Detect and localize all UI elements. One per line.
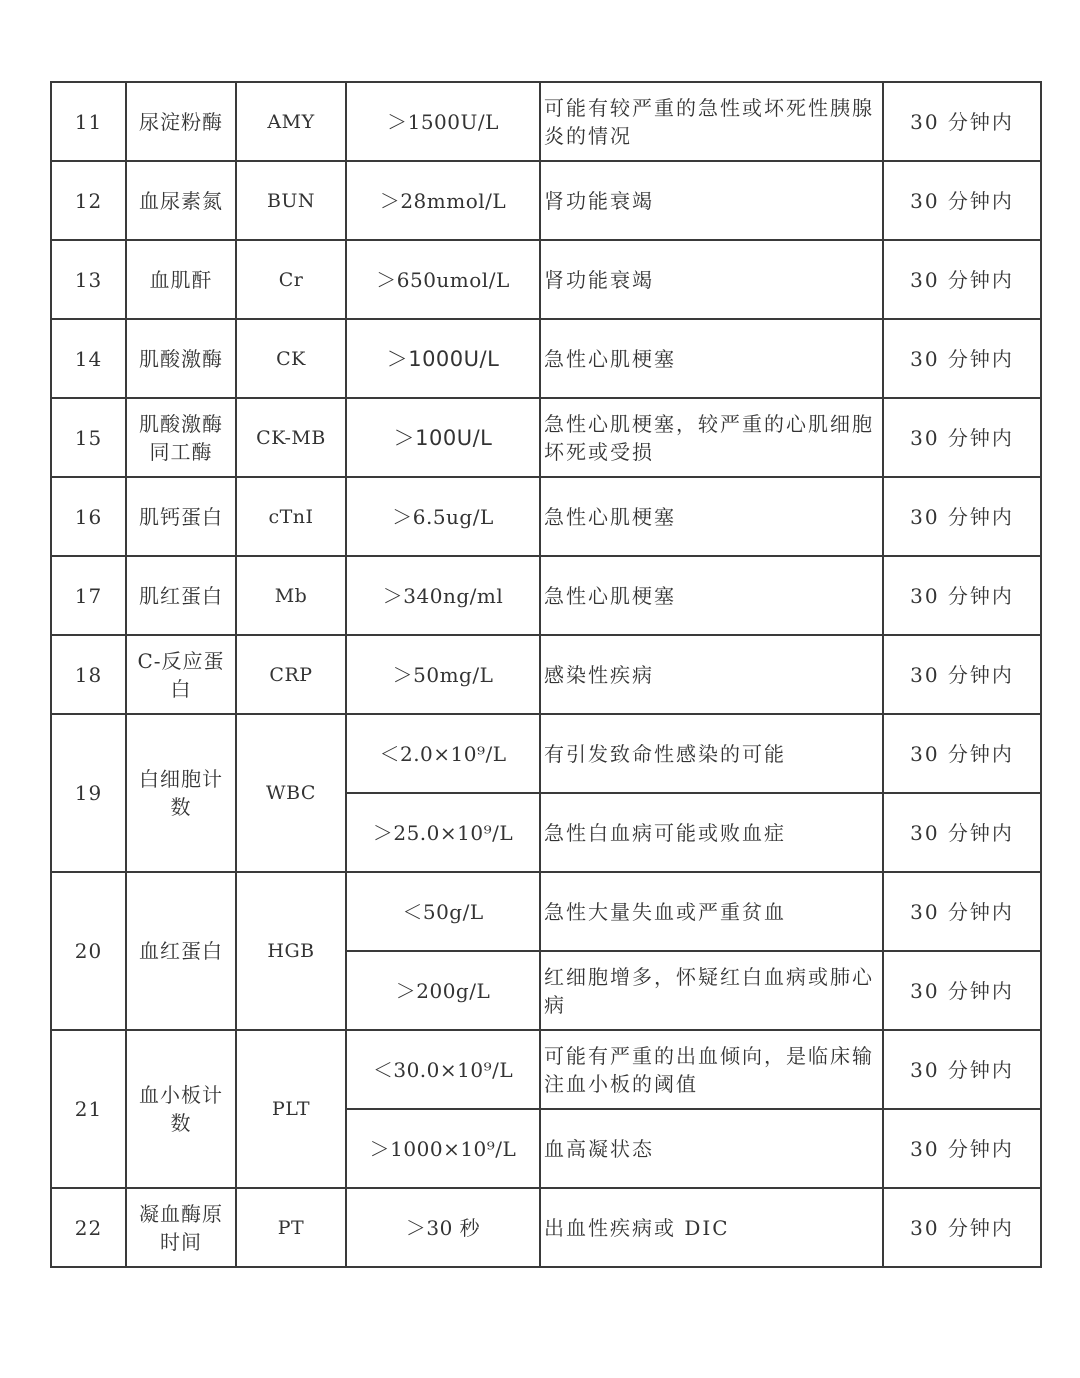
item-number: 14 xyxy=(51,319,126,398)
clinical-significance: 可能有严重的出血倾向，是临床输注血小板的阈值 xyxy=(540,1030,883,1109)
clinical-significance: 肾功能衰竭 xyxy=(540,161,883,240)
clinical-significance: 红细胞增多，怀疑红白血病或肺心病 xyxy=(540,951,883,1030)
clinical-significance: 急性心肌梗塞 xyxy=(540,319,883,398)
item-number: 12 xyxy=(51,161,126,240)
table-row xyxy=(51,398,1041,477)
test-abbreviation: cTnI xyxy=(236,477,346,556)
clinical-significance: 急性心肌梗塞 xyxy=(540,556,883,635)
test-abbreviation: CRP xyxy=(236,635,346,714)
critical-threshold: ＜50g/L xyxy=(346,872,540,951)
report-time-limit: 30 分钟内 xyxy=(883,319,1041,398)
clinical-significance: 急性心肌梗塞，较严重的心肌细胞坏死或受损 xyxy=(540,398,883,477)
clinical-significance: 血高凝状态 xyxy=(540,1109,883,1188)
test-abbreviation: HGB xyxy=(236,872,346,1030)
test-name: 肌酸激酶 xyxy=(126,319,236,398)
item-number: 11 xyxy=(51,82,126,161)
table-row xyxy=(51,240,1041,319)
table-row xyxy=(51,82,1041,161)
critical-threshold: ＞1500U/L xyxy=(346,82,540,161)
item-number: 19 xyxy=(51,714,126,872)
table-row xyxy=(51,319,1041,398)
report-time-limit: 30 分钟内 xyxy=(883,714,1041,793)
test-abbreviation: PT xyxy=(236,1188,346,1267)
report-time-limit: 30 分钟内 xyxy=(883,398,1041,477)
test-abbreviation: Cr xyxy=(236,240,346,319)
test-name: 尿淀粉酶 xyxy=(126,82,236,161)
test-abbreviation: CK-MB xyxy=(236,398,346,477)
test-name: 肌钙蛋白 xyxy=(126,477,236,556)
report-time-limit: 30 分钟内 xyxy=(883,1109,1041,1188)
critical-threshold: ＜2.0×10⁹/L xyxy=(346,714,540,793)
item-number: 21 xyxy=(51,1030,126,1188)
test-name: 肌红蛋白 xyxy=(126,556,236,635)
test-name: 血小板计数 xyxy=(126,1030,236,1188)
clinical-significance: 急性心肌梗塞 xyxy=(540,477,883,556)
critical-threshold: ＞28mmol/L xyxy=(346,161,540,240)
table-row xyxy=(51,161,1041,240)
report-time-limit: 30 分钟内 xyxy=(883,161,1041,240)
critical-threshold: ＞1000×10⁹/L xyxy=(346,1109,540,1188)
critical-value-table xyxy=(50,81,1042,1268)
report-time-limit: 30 分钟内 xyxy=(883,240,1041,319)
report-time-limit: 30 分钟内 xyxy=(883,635,1041,714)
report-time-limit: 30 分钟内 xyxy=(883,82,1041,161)
test-abbreviation: BUN xyxy=(236,161,346,240)
clinical-significance: 感染性疾病 xyxy=(540,635,883,714)
test-abbreviation: AMY xyxy=(236,82,346,161)
item-number: 22 xyxy=(51,1188,126,1267)
critical-threshold: ＞200g/L xyxy=(346,951,540,1030)
report-time-limit: 30 分钟内 xyxy=(883,477,1041,556)
clinical-significance: 可能有较严重的急性或坏死性胰腺炎的情况 xyxy=(540,82,883,161)
item-number: 15 xyxy=(51,398,126,477)
test-name: C-反应蛋白 xyxy=(126,635,236,714)
test-name: 血红蛋白 xyxy=(126,872,236,1030)
critical-threshold: ＞340ng/ml xyxy=(346,556,540,635)
item-number: 17 xyxy=(51,556,126,635)
test-abbreviation: PLT xyxy=(236,1030,346,1188)
critical-threshold: ＞25.0×10⁹/L xyxy=(346,793,540,872)
clinical-significance: 有引发致命性感染的可能 xyxy=(540,714,883,793)
item-number: 20 xyxy=(51,872,126,1030)
report-time-limit: 30 分钟内 xyxy=(883,793,1041,872)
critical-threshold: ＞30 秒 xyxy=(346,1188,540,1267)
clinical-significance: 急性大量失血或严重贫血 xyxy=(540,872,883,951)
test-abbreviation: Mb xyxy=(236,556,346,635)
test-name: 白细胞计数 xyxy=(126,714,236,872)
table-row xyxy=(51,1188,1041,1267)
test-abbreviation: WBC xyxy=(236,714,346,872)
table-row xyxy=(51,1030,1041,1109)
item-number: 18 xyxy=(51,635,126,714)
item-number: 13 xyxy=(51,240,126,319)
critical-threshold: ＜30.0×10⁹/L xyxy=(346,1030,540,1109)
report-time-limit: 30 分钟内 xyxy=(883,951,1041,1030)
critical-threshold: ＞50mg/L xyxy=(346,635,540,714)
clinical-significance: 肾功能衰竭 xyxy=(540,240,883,319)
critical-threshold: ＞6.5ug/L xyxy=(346,477,540,556)
test-name: 凝血酶原时间 xyxy=(126,1188,236,1267)
table-row xyxy=(51,556,1041,635)
table-row xyxy=(51,477,1041,556)
test-name: 肌酸激酶同工酶 xyxy=(126,398,236,477)
report-time-limit: 30 分钟内 xyxy=(883,556,1041,635)
item-number: 16 xyxy=(51,477,126,556)
clinical-significance: 出血性疾病或 DIC xyxy=(540,1188,883,1267)
report-time-limit: 30 分钟内 xyxy=(883,872,1041,951)
critical-threshold: ＞100U/L xyxy=(346,398,540,477)
test-name: 血肌酐 xyxy=(126,240,236,319)
table-row xyxy=(51,714,1041,793)
report-time-limit: 30 分钟内 xyxy=(883,1188,1041,1267)
critical-threshold: ＞650umol/L xyxy=(346,240,540,319)
test-name: 血尿素氮 xyxy=(126,161,236,240)
report-time-limit: 30 分钟内 xyxy=(883,1030,1041,1109)
table-row xyxy=(51,872,1041,951)
clinical-significance: 急性白血病可能或败血症 xyxy=(540,793,883,872)
table-row xyxy=(51,635,1041,714)
critical-threshold: ＞1000U/L xyxy=(346,319,540,398)
test-abbreviation: CK xyxy=(236,319,346,398)
